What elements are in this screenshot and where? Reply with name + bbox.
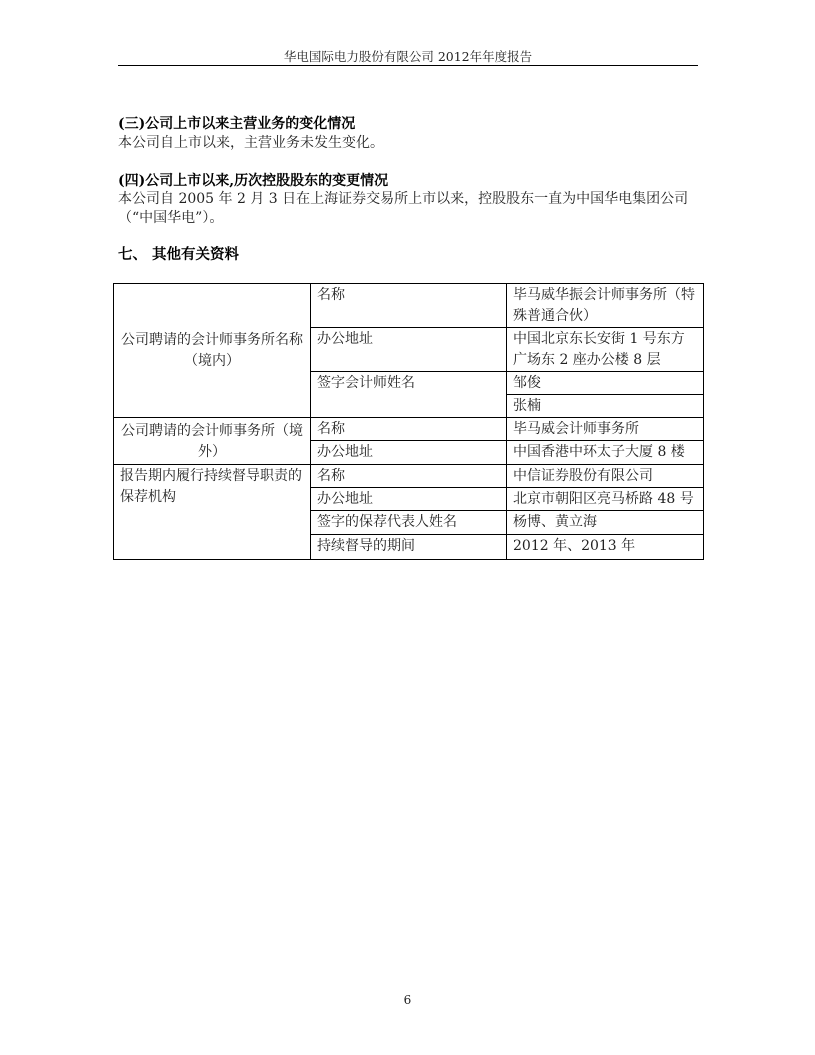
table-row — [114, 465, 704, 488]
field-label: 签字会计师姓名 — [311, 372, 507, 418]
field-label: 名称 — [311, 284, 507, 328]
section-heading-4: (四)公司上市以来,历次控股股东的变更情况 — [118, 173, 389, 189]
field-value: 张楠 — [507, 395, 704, 418]
section-body-4: 本公司自 2005 年 2 月 3 日在上海证券交易所上市以来，控股股东一直为中国华电集团公司（“中国华电”）。 — [118, 191, 689, 226]
field-value: 邹俊 — [507, 372, 704, 395]
field-label: 签字的保荐代表人姓名 — [311, 511, 507, 535]
info-table — [113, 283, 704, 560]
page-number: 6 — [403, 993, 412, 1007]
field-label: 办公地址 — [311, 441, 507, 465]
field-value: 毕马威会计师事务所 — [507, 418, 704, 441]
field-value: 中信证券股份有限公司 — [507, 465, 704, 488]
running-header: 华电国际电力股份有限公司 2012年年度报告 — [283, 49, 533, 64]
field-label: 名称 — [311, 465, 507, 488]
chapter-heading: 七、 其他有关资料 — [118, 246, 240, 263]
field-label: 名称 — [311, 418, 507, 441]
field-value: 毕马威华振会计师事务所（特殊普通合伙） — [507, 284, 704, 328]
field-value: 中国香港中环太子大厦 8 楼 — [507, 441, 704, 465]
header-divider — [118, 65, 698, 66]
section-heading-3: (三)公司上市以来主营业务的变化情况 — [118, 116, 356, 132]
group-label: 公司聘请的会计师事务所（境外） — [114, 418, 311, 465]
group-label: 报告期内履行持续督导职责的保荐机构 — [114, 465, 311, 560]
field-label: 持续督导的期间 — [311, 535, 507, 560]
field-label: 办公地址 — [311, 328, 507, 372]
group-label: 公司聘请的会计师事务所名称（境内） — [114, 284, 311, 418]
field-value: 2012 年、2013 年 — [507, 535, 704, 560]
field-value: 杨博、黄立海 — [507, 511, 704, 535]
section-body-3: 本公司自上市以来，主营业务未发生变化。 — [118, 135, 384, 151]
field-value: 中国北京东长安街 1 号东方广场东 2 座办公楼 8 层 — [507, 328, 704, 372]
table-row — [114, 418, 704, 441]
field-label: 办公地址 — [311, 488, 507, 511]
table-row — [114, 284, 704, 328]
field-value: 北京市朝阳区亮马桥路 48 号 — [507, 488, 704, 511]
